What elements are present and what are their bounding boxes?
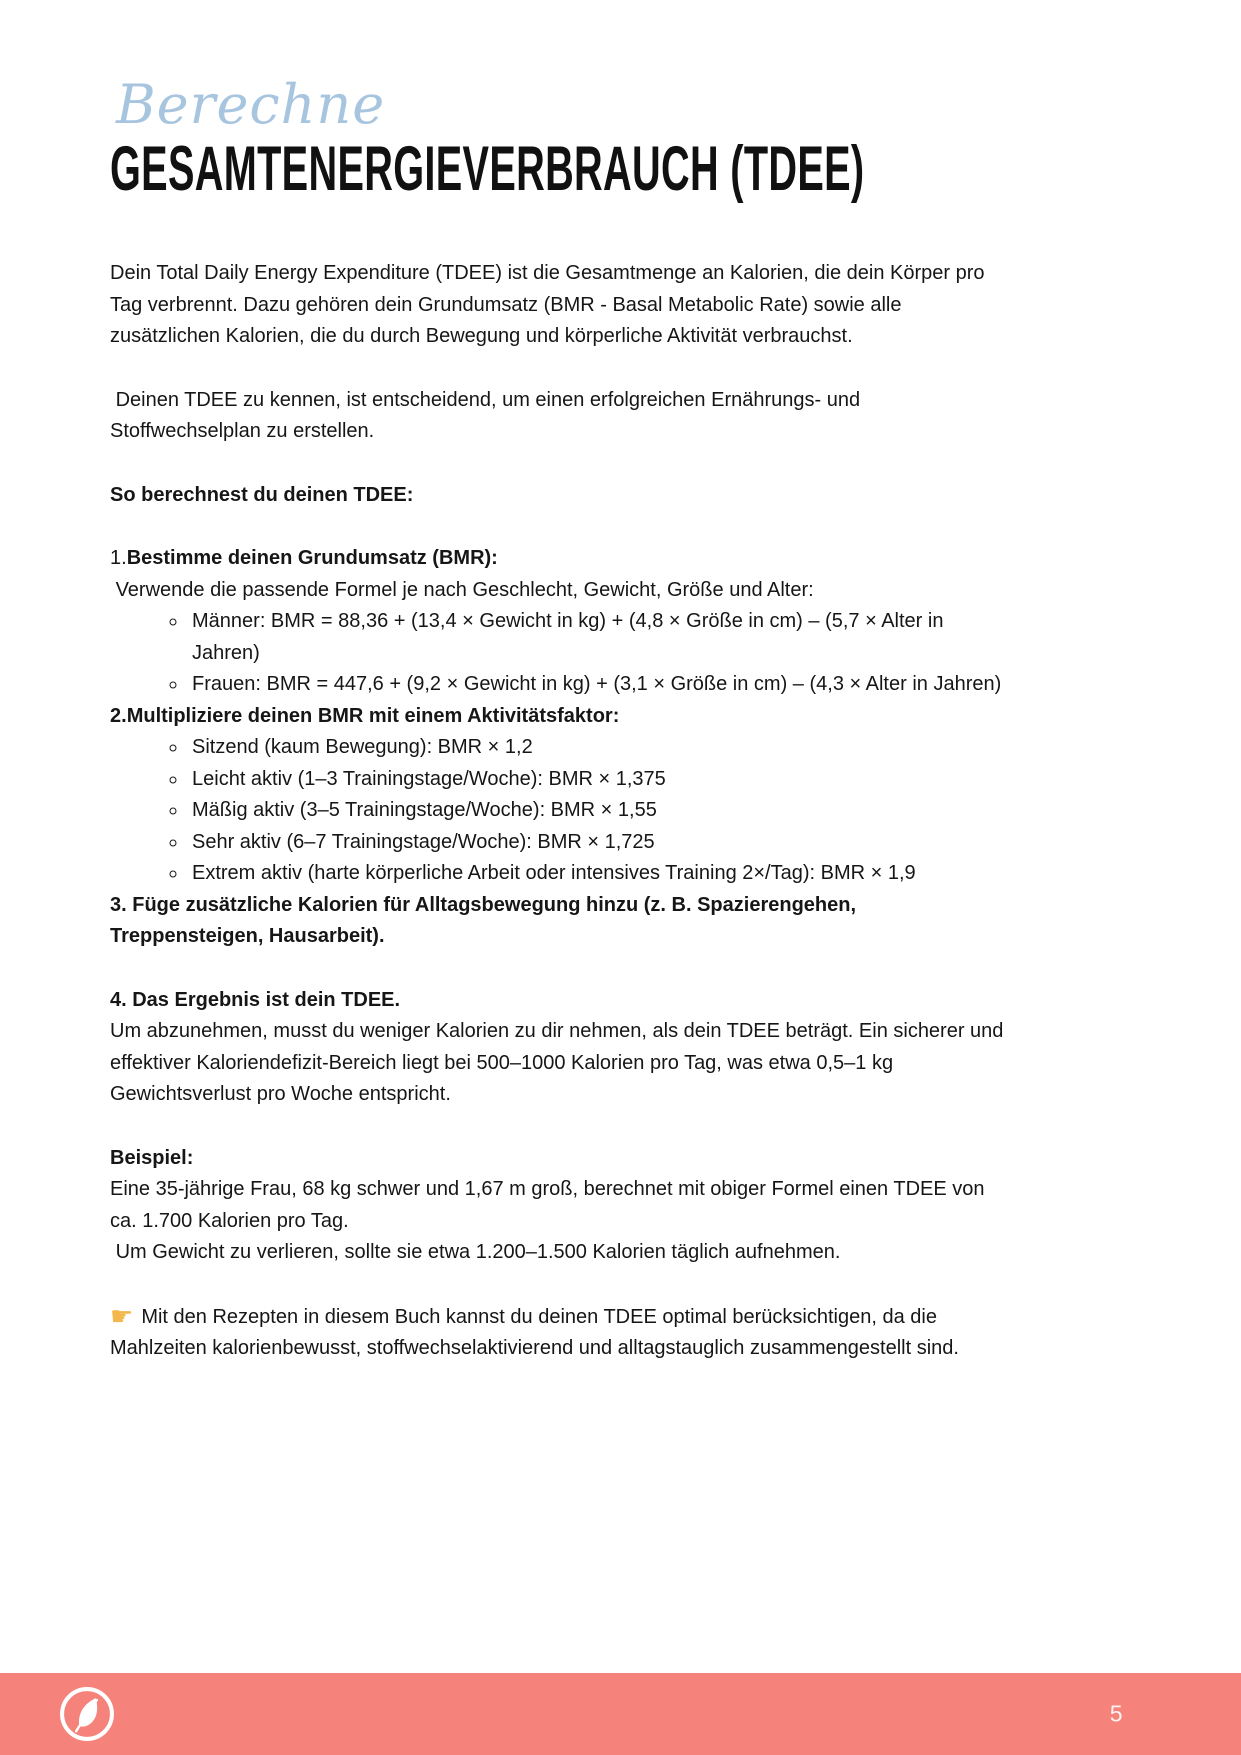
list-item: ◦ Sitzend (kaum Bewegung): BMR × 1,2 [188, 732, 1011, 764]
step-1-heading [110, 543, 1011, 575]
footer-bar [0, 1673, 1241, 1755]
example-line-2: Um Gewicht zu verlieren, sollte sie etwa 1.200–1.500 Kalorien täglich aufnehmen. [110, 1241, 841, 1264]
step-1-title: Bestimme deinen Grundumsatz (BMR): [126, 547, 498, 570]
leaf-logo-icon [58, 1685, 116, 1743]
page-number: 5 [1109, 1700, 1123, 1727]
tip-paragraph [110, 1301, 1011, 1365]
pointing-hand-icon: ☛ [110, 1300, 134, 1331]
bmr-formula-list [110, 606, 1011, 701]
activity-factor-list [110, 732, 1011, 890]
step-4-body: Um abzunehmen, musst du weniger Kalorien zu dir nehmen, als dein TDEE beträgt. Ein sicherer und effektiver Kaloriendefizit-Bereich liegt bei 500–1000 Kalorien pro Tag, was etwa 0,5–1 kg Gewichtsverlust pro Woche entspricht. [110, 1020, 1004, 1106]
list-item: ◦ Frauen: BMR = 447,6 + (9,2 × Gewicht in kg) + (3,1 × Größe in cm) – (4,3 × Alter in Jahren) [188, 669, 1011, 701]
step-4-heading: 4. Das Ergebnis ist dein TDEE. [110, 988, 401, 1011]
example-line-1: Eine 35-jährige Frau, 68 kg schwer und 1,67 m groß, berechnet mit obiger Formel einen TDEE von ca. 1.700 Kalorien pro Tag. [110, 1178, 985, 1232]
step-2-heading [110, 701, 1011, 733]
list-item: ◦ Sehr aktiv (6–7 Trainingstage/Woche): BMR × 1,725 [188, 827, 1011, 859]
step-2-title: Multipliziere deinen BMR mit einem Aktivitätsfaktor: [126, 704, 620, 727]
example-heading: Beispiel: [110, 1146, 194, 1169]
tip-text: Mit den Rezepten in diesem Buch kannst du deinen TDEE optimal berücksichtigen, da die Mahlzeiten kalorienbewusst, stoffwechselaktivierend und alltagstauglich zusammengestellt sind. [110, 1305, 959, 1360]
list-item: ◦ Leicht aktiv (1–3 Trainingstage/Woche): BMR × 1,375 [188, 764, 1011, 796]
page-title: GESAMTENERGIEVERBRAUCH (TDEE) [110, 134, 865, 204]
intro-paragraph-1: Dein Total Daily Energy Expenditure (TDEE) ist die Gesamtmenge an Kalorien, die dein Körper pro Tag verbrennt. Dazu gehören dein Grundumsatz (BMR - Basal Metabolic Rate) sowie alle zusätzlichen Kalorien, die du durch Bewegung und körperliche Aktivität verbrauchst. [110, 262, 985, 348]
list-item: ◦ Männer: BMR = 88,36 + (13,4 × Gewicht in kg) + (4,8 × Größe in cm) – (5,7 × Alter in Jahren) [188, 606, 1011, 669]
list-item: ◦ Mäßig aktiv (3–5 Trainingstage/Woche): BMR × 1,55 [188, 795, 1011, 827]
script-heading: Berechne [116, 73, 386, 136]
step-1-subtitle: Verwende die passende Formel je nach Geschlecht, Gewicht, Größe und Alter: [110, 578, 814, 601]
step-3-heading: 3. Füge zusätzliche Kalorien für Alltagsbewegung hinzu (z. B. Spazierengehen, Treppensteigen, Hausarbeit). [110, 893, 857, 948]
intro-paragraph-2: Deinen TDEE zu kennen, ist entscheidend, um einen erfolgreichen Ernährungs- und Stoffwechselplan zu erstellen. [110, 388, 866, 443]
step-1-number: 1. [110, 547, 127, 570]
how-to-heading: So berechnest du deinen TDEE: [110, 483, 414, 506]
step-2-number: 2. [110, 704, 127, 727]
list-item: ◦ Extrem aktiv (harte körperliche Arbeit oder intensives Training 2×/Tag): BMR × 1,9 [188, 858, 1011, 890]
